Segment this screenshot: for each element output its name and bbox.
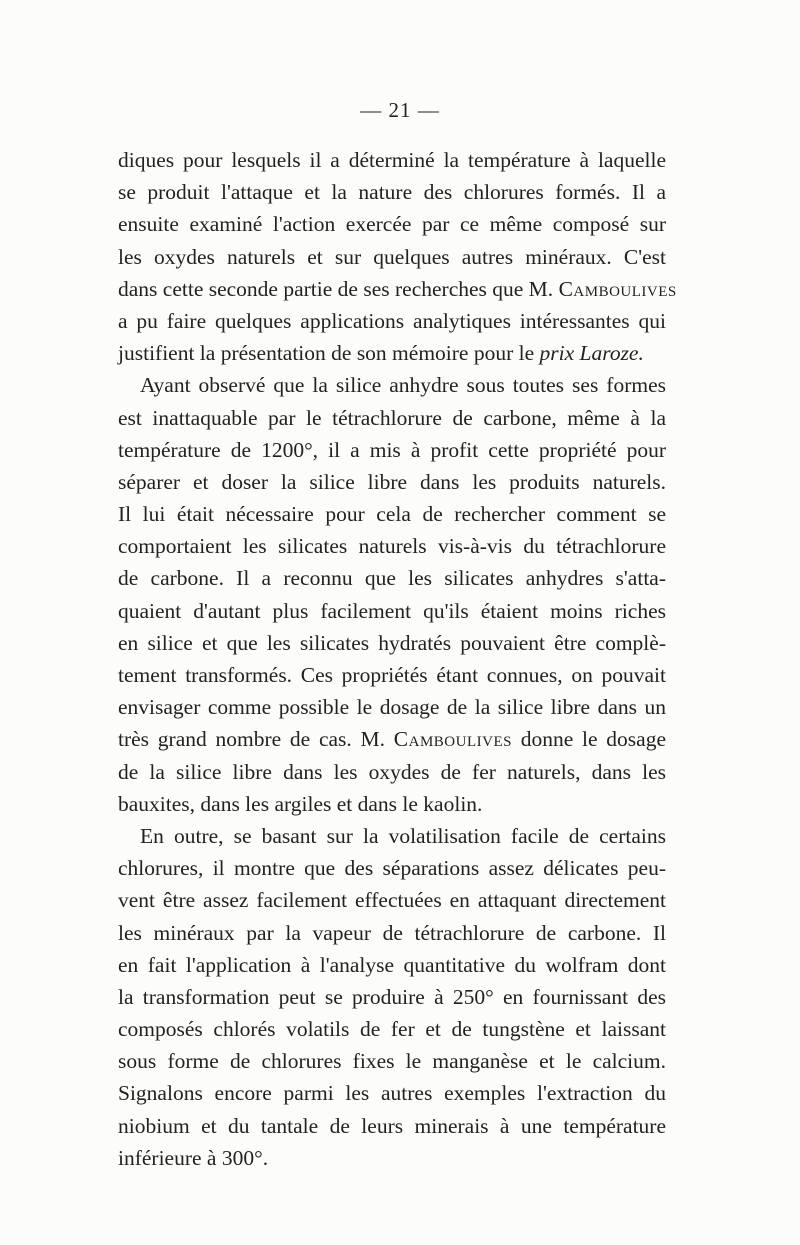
text-line: quaient d'autant plus facilement qu'ils étaient moins riches [118, 598, 666, 623]
text-line: séparer et doser la silice libre dans les produits naturels. [118, 469, 666, 494]
text-line: diques pour lesquels il a déterminé la température à laquelle [118, 148, 666, 172]
text-line: les minéraux par la vapeur de tétrachlorure de carbone. Il [118, 920, 666, 945]
text-line: de la silice libre dans les oxydes de fer naturels, dans les [118, 759, 666, 784]
text-line [118, 723, 666, 755]
text-line [118, 337, 666, 369]
page-number: — 21 — [360, 98, 440, 122]
paragraph-2 [118, 369, 666, 820]
text-line [118, 273, 677, 305]
text-line: a pu faire quelques applications analytiques intéressantes qui [118, 308, 666, 333]
text-segment: justifient la présentation de son mémoire pour le [118, 341, 540, 366]
text-line: les oxydes naturels et sur quelques autres minéraux. C'est [118, 244, 666, 269]
text-line: est inattaquable par le tétrachlorure de carbone, même à la [118, 405, 666, 430]
text-line: bauxites, dans les argiles et dans le kaolin. [118, 791, 483, 816]
text-line: Signalons encore parmi les autres exemples l'extraction du [118, 1081, 666, 1106]
text-line: composés chlorés volatils de fer et de tungstène et laissant [118, 1017, 666, 1042]
text-line: de carbone. Il a reconnu que les silicates anhydres s'atta- [118, 566, 666, 591]
text-segment: dans cette seconde partie de ses recherches que M. [118, 276, 559, 301]
text-line: en fait l'application à l'analyse quantitative du wolfram dont [118, 952, 666, 977]
paragraph-1 [118, 144, 677, 369]
body-text [118, 144, 677, 1174]
text-line: En outre, se basant sur la volatilisation facile de certains [140, 823, 666, 848]
text-line: chlorures, il montre que des séparations assez délicates peu- [118, 856, 666, 881]
text-line: en silice et que les silicates hydratés pouvaient être complè- [118, 630, 666, 655]
text-line: Il lui était nécessaire pour cela de rechercher comment se [118, 502, 666, 527]
text-line: inférieure à 300°. [118, 1145, 269, 1170]
paragraph-3 [118, 820, 666, 1174]
author-name: Camboulives [393, 727, 512, 752]
text-line: vent être assez facilement effectuées en attaquant directement [118, 888, 666, 913]
text-line: ensuite examiné l'action exercée par ce même composé sur [118, 212, 666, 237]
text-line: Ayant observé que la silice anhydre sous toutes ses formes [140, 373, 666, 398]
text-line: se produit l'attaque et la nature des chlorures formés. Il a [118, 180, 666, 205]
text-line: sous forme de chlorures fixes le manganèse et le calcium. [118, 1049, 666, 1074]
text-line: niobium et du tantale de leurs minerais à une température [118, 1113, 666, 1138]
text-line: température de 1200°, il a mis à profit cette propriété pour [118, 437, 666, 462]
prize-name: prix Laroze. [539, 341, 644, 366]
text-segment: donne le dosage [511, 727, 666, 752]
text-line: tement transformés. Ces propriétés étant connues, on pouvait [118, 663, 666, 687]
text-segment: très grand nombre de cas. M. [118, 727, 394, 752]
author-name: Camboulives [558, 276, 677, 301]
text-line: comportaient les silicates naturels vis-à-vis du tétrachlorure [118, 534, 666, 559]
text-line: envisager comme possible le dosage de la silice libre dans un [118, 695, 666, 720]
text-line: la transformation peut se produire à 250° en fournissant des [118, 984, 666, 1009]
